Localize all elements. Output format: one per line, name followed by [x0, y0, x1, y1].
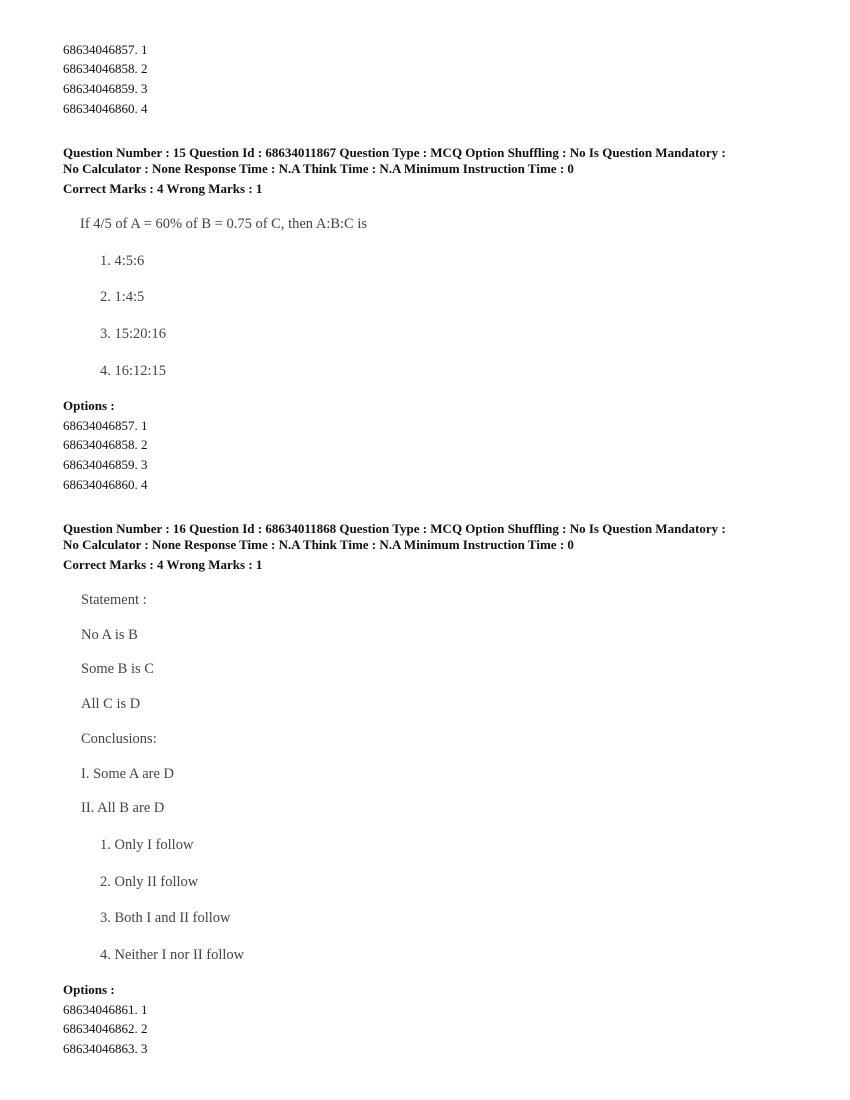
question-text: Conclusions:	[81, 731, 157, 747]
option-line: 68634046859. 3	[63, 457, 148, 472]
option-line: 68634046857. 1	[63, 418, 148, 433]
question-text: II. All B are D	[81, 800, 165, 816]
option-line: 68634046858. 2	[63, 437, 148, 452]
question-meta-line2: No Calculator : None Response Time : N.A Think Time : N.A Minimum Instruction Time : 0	[63, 537, 574, 552]
answer-choice: 3. 15:20:16	[100, 326, 167, 342]
answer-choice: 3. Both I and II follow	[100, 910, 231, 926]
answer-choice: 2. Only II follow	[100, 874, 199, 890]
question-text: I. Some A are D	[81, 766, 175, 782]
question-meta-line2: No Calculator : None Response Time : N.A Think Time : N.A Minimum Instruction Time : 0	[63, 161, 574, 176]
question-text: No A is B	[81, 627, 138, 643]
question-meta-line1: Question Number : 15 Question Id : 68634011867 Question Type : MCQ Option Shuffling : No Is Question Mandatory :	[63, 145, 726, 160]
answer-choice: 4. 16:12:15	[100, 363, 167, 379]
options-label: Options :	[63, 982, 115, 997]
question-text: Some B is C	[81, 661, 154, 677]
question-text: All C is D	[81, 696, 141, 712]
option-line: 68634046862. 2	[63, 1021, 148, 1036]
options-label: Options :	[63, 398, 115, 413]
answer-choice: 4. Neither I nor II follow	[100, 947, 245, 963]
question-text: Statement :	[81, 592, 147, 608]
option-line: 68634046858. 2	[63, 61, 148, 76]
option-line: 68634046859. 3	[63, 81, 148, 96]
answer-choice: 1. Only I follow	[100, 837, 194, 853]
option-line: 68634046857. 1	[63, 42, 148, 57]
question-text: If 4/5 of A = 60% of B = 0.75 of C, then A:B:C is	[80, 216, 368, 232]
question-marks: Correct Marks : 4 Wrong Marks : 1	[63, 557, 263, 572]
question-meta-line1: Question Number : 16 Question Id : 68634011868 Question Type : MCQ Option Shuffling : No Is Question Mandatory :	[63, 521, 726, 536]
option-line: 68634046863. 3	[63, 1041, 148, 1056]
option-line: 68634046860. 4	[63, 477, 148, 492]
option-line: 68634046861. 1	[63, 1002, 148, 1017]
answer-choice: 1. 4:5:6	[100, 253, 145, 269]
question-marks: Correct Marks : 4 Wrong Marks : 1	[63, 181, 263, 196]
answer-choice: 2. 1:4:5	[100, 289, 145, 305]
option-line: 68634046860. 4	[63, 101, 148, 116]
